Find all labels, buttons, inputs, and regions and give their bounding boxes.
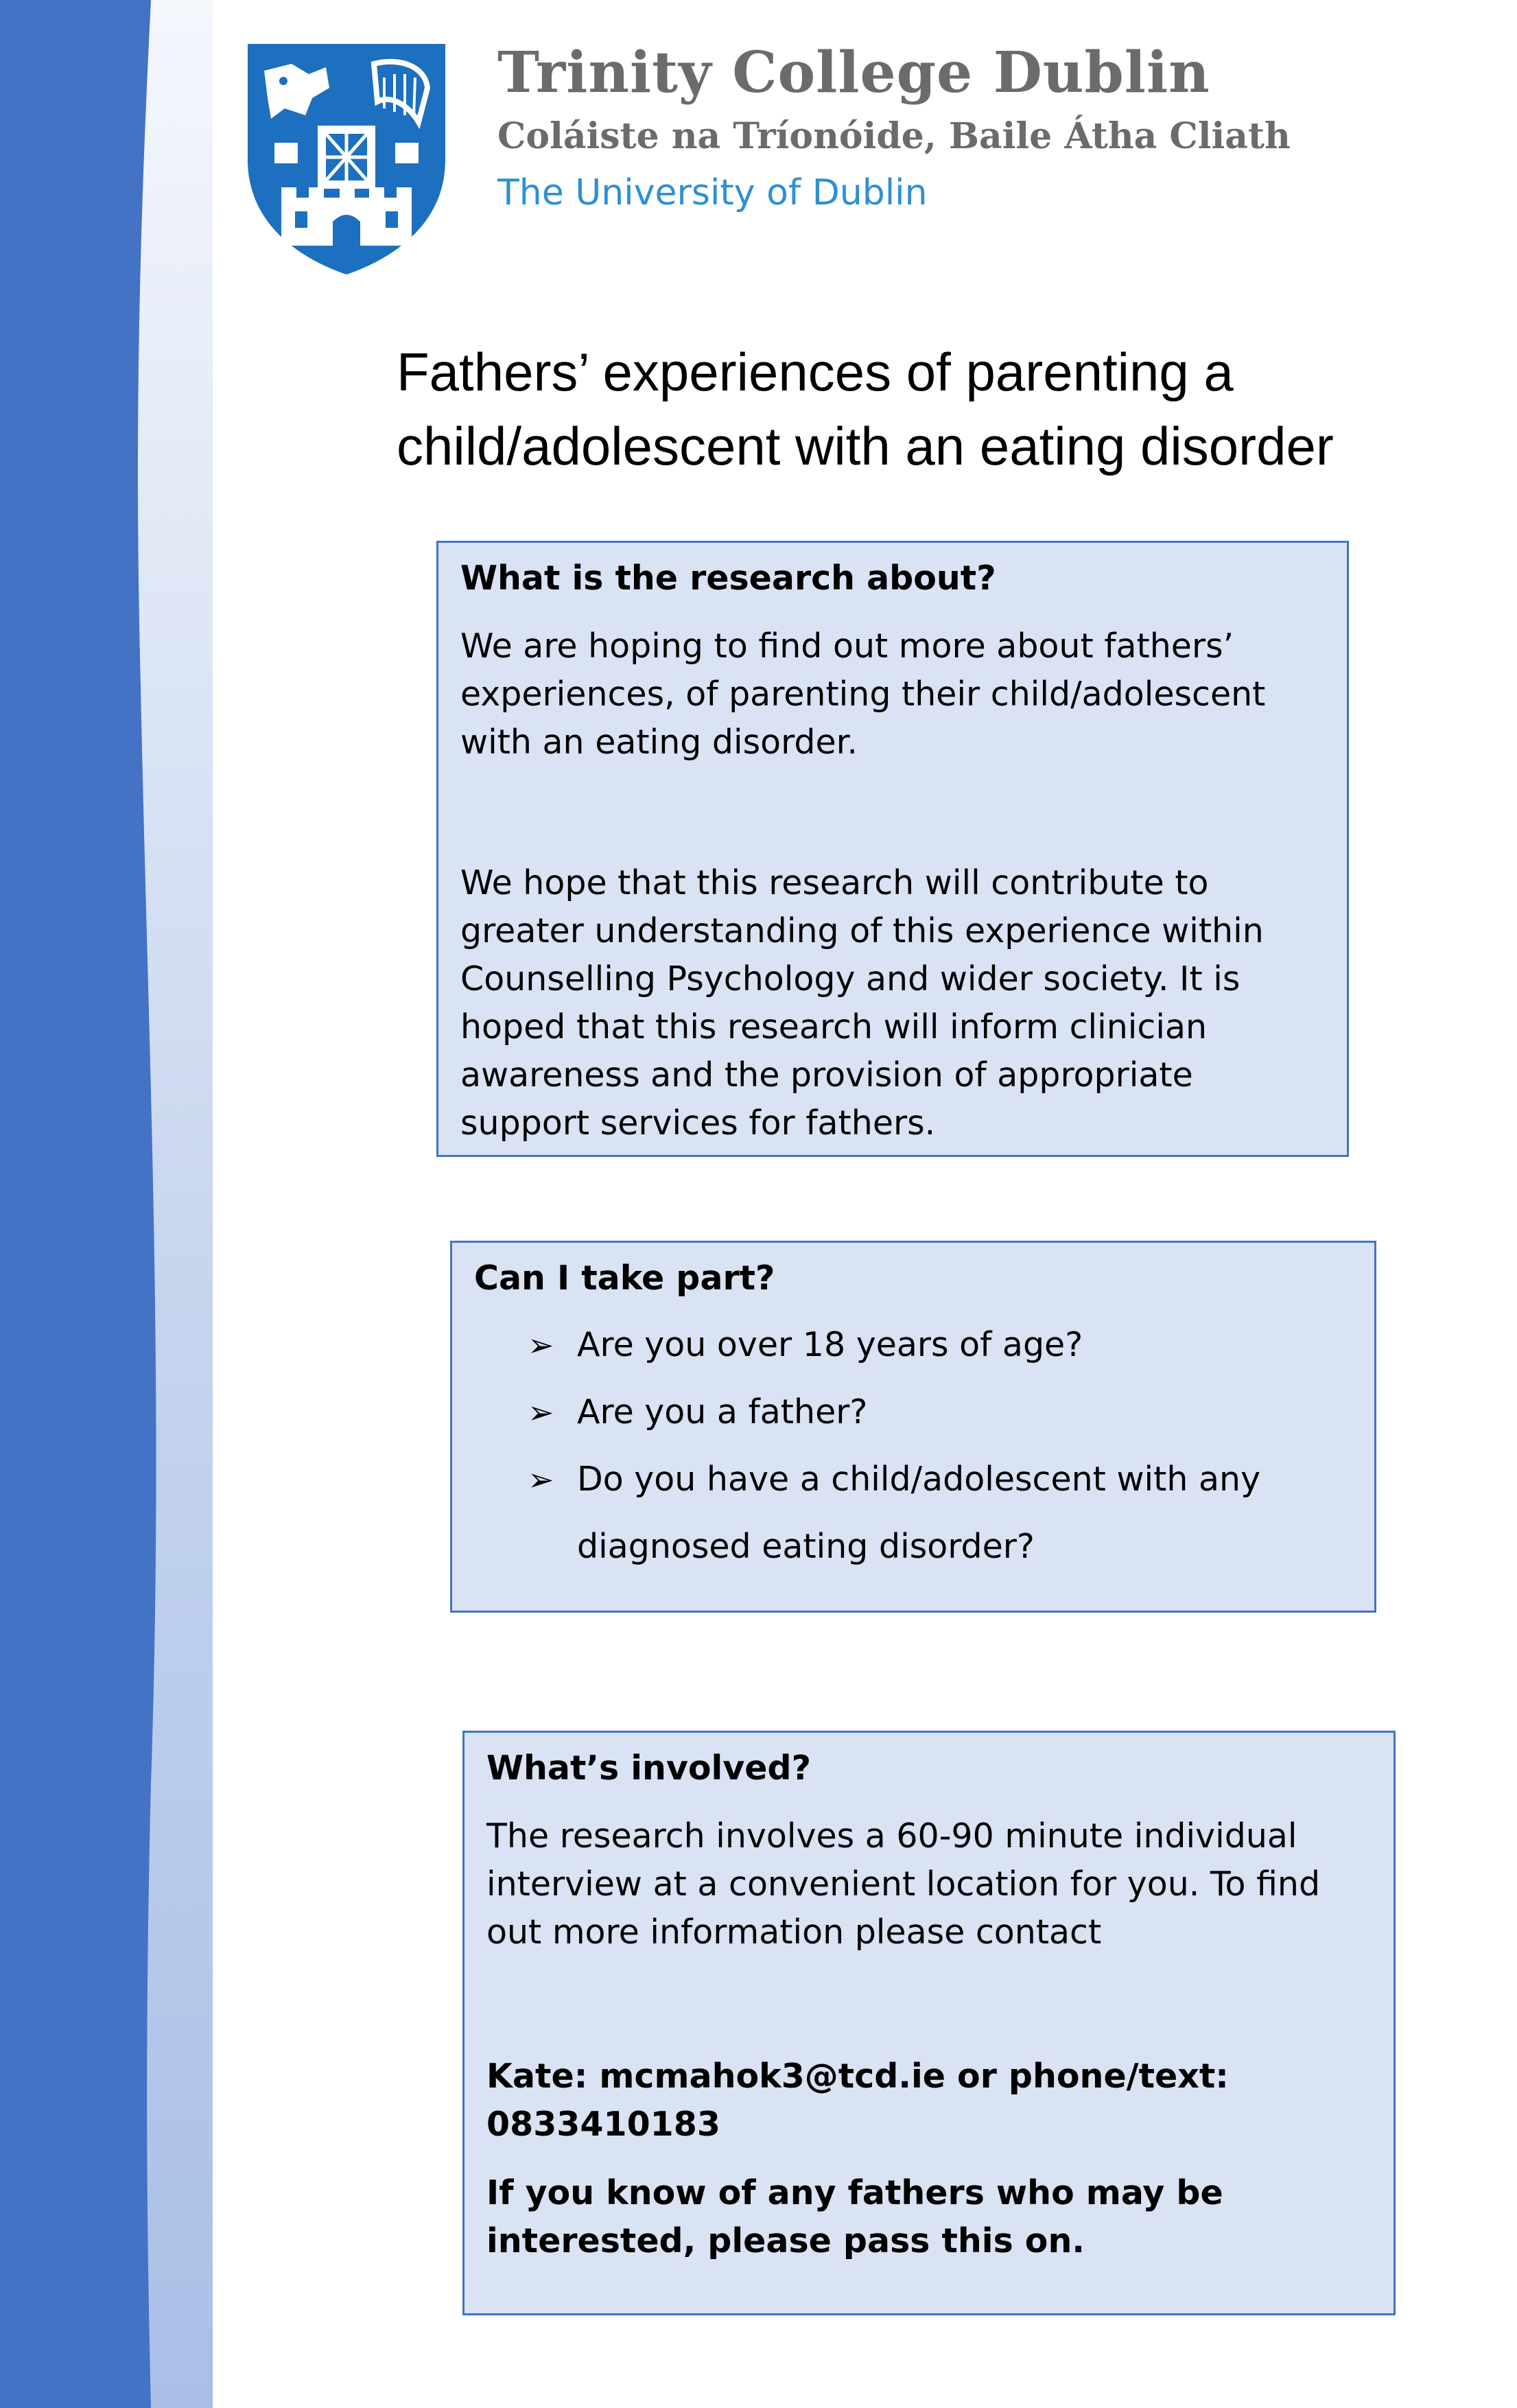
eligibility-box <box>450 1241 1376 1613</box>
eligibility-list <box>474 1311 1352 1580</box>
eligibility-item-text: Do you have a child/adolescent with any diagnosed eating disorder? <box>577 1460 1261 1566</box>
arrow-bullet-icon: ➢ <box>528 1326 554 1364</box>
list-item <box>474 1446 1352 1580</box>
contact-details: Kate: mcmahok3@tcd.ie or phone/text: 0833410183 <box>486 2057 1229 2144</box>
whats-involved-box <box>462 1731 1396 2315</box>
pass-on-request: If you know of any fathers who may be interested, please pass this on. <box>486 2173 1223 2260</box>
research-about-heading: What is the research about? <box>460 559 996 598</box>
research-about-paragraph-2: We hope that this research will contribute to greater understanding of this experience within Counselling Psychology and wider society. It is hoped that this research will inform clinician awareness and the provision of appropriate support services for fathers. <box>460 863 1264 1143</box>
eligibility-item-text: Are you over 18 years of age? <box>577 1325 1083 1364</box>
research-about-paragraph-1: We are hoping to find out more about fathers’ experiences, of parenting their child/adolescent with an eating disorder. <box>460 627 1266 762</box>
page-title <box>397 335 1467 483</box>
trinity-crest-logo <box>244 40 449 277</box>
eligibility-item-text: Are you a father? <box>577 1392 868 1431</box>
logo-irish-name: Coláiste na Tríonóide, Baile Átha Cliath <box>497 115 1291 157</box>
logo-title: Trinity College Dublin <box>497 40 1210 106</box>
decorative-side-band <box>0 0 213 2408</box>
arrow-bullet-icon: ➢ <box>528 1461 554 1498</box>
list-item <box>474 1311 1352 1379</box>
list-item <box>474 1379 1352 1446</box>
research-about-box <box>436 541 1349 1157</box>
arrow-bullet-icon: ➢ <box>528 1394 554 1431</box>
title-line-1: Fathers’ experiences of parenting a <box>397 342 1234 402</box>
whats-involved-heading: What’s involved? <box>486 1749 812 1788</box>
logo-wordmark <box>497 34 1291 218</box>
whats-involved-paragraph: The research involves a 60-90 minute individual interview at a convenient location for you. To find out more information please contact <box>486 1816 1321 1952</box>
logo-university: The University of Dublin <box>497 172 928 213</box>
title-line-2: child/adolescent with an eating disorder <box>397 416 1334 476</box>
eligibility-heading: Can I take part? <box>474 1259 775 1298</box>
